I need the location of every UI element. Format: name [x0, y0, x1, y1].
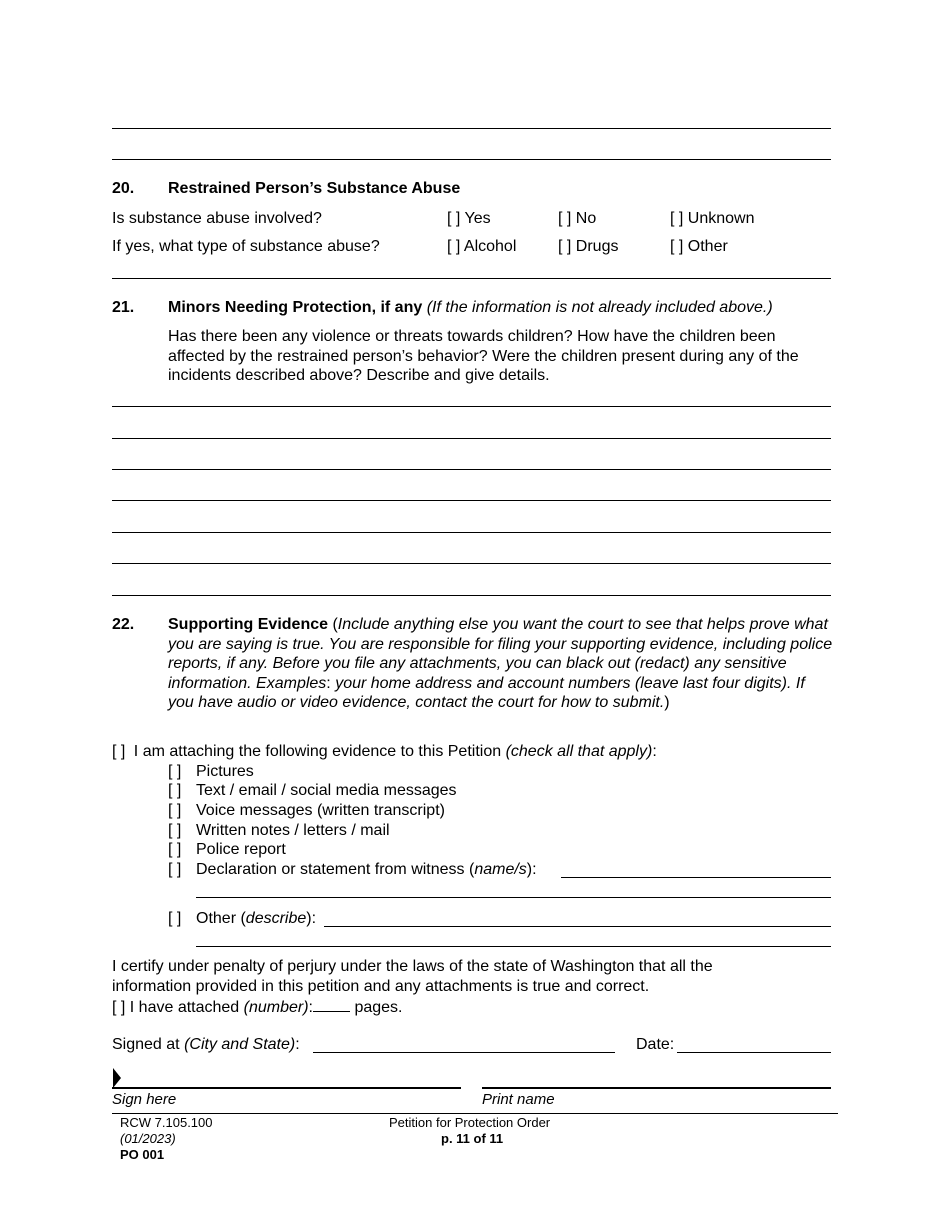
section-22-number: 22.	[112, 616, 135, 633]
evidence-checkbox[interactable]: [ ]	[168, 782, 182, 799]
section-21-note: (If the information is not already included above.)	[426, 299, 773, 316]
signed-at-italic: (City and State)	[184, 1036, 296, 1053]
colon: :	[295, 1036, 300, 1053]
attach-evidence-note: (check all that apply)	[505, 743, 653, 760]
checkbox-unknown[interactable]: [ ] Unknown	[670, 210, 755, 227]
witness-label-end: ):	[526, 861, 537, 878]
section-20-title: Restrained Person’s Substance Abuse	[168, 180, 461, 197]
evidence-item-pictures: Pictures	[196, 763, 254, 780]
answer-line[interactable]	[112, 563, 831, 564]
witness-name-field-line2[interactable]	[196, 897, 831, 898]
attach-evidence-text: I am attaching the following evidence to this Petition	[133, 743, 502, 760]
evidence-item-other	[196, 909, 316, 929]
answer-line[interactable]	[112, 159, 831, 160]
colon: :	[308, 999, 313, 1016]
date-label: Date:	[636, 1036, 675, 1053]
city-state-field[interactable]	[313, 1052, 615, 1053]
answer-line[interactable]	[112, 500, 831, 501]
section-22-note-a: Include anything else you want the court to see that helps prove what you are saying is true. You are responsible for filing your supporting evidence, including police reports, if any. Before you file any attachments, you can black out (redact) any sensitive information. Examples	[168, 616, 833, 692]
other-label-italic: describe	[245, 910, 307, 927]
checkbox-yes[interactable]: [ ] Yes	[447, 210, 491, 227]
footer-form-title: Petition for Protection Order	[389, 1115, 551, 1130]
witness-label-italic: name/s	[474, 861, 527, 878]
evidence-item-witness	[196, 860, 537, 880]
section-20-number: 20.	[112, 180, 135, 197]
footer-statute: RCW 7.105.100	[120, 1115, 213, 1130]
sign-here-label: Sign here	[112, 1091, 177, 1108]
substance-abuse-question: Is substance abuse involved?	[112, 210, 322, 227]
evidence-checkbox[interactable]: [ ]	[168, 910, 182, 927]
section-21-number: 21.	[112, 299, 135, 316]
checkbox-other-substance[interactable]: [ ] Other	[670, 238, 728, 255]
paren: )	[664, 694, 670, 712]
signed-at-label: Signed at	[112, 1036, 185, 1053]
attach-evidence-checkbox[interactable]: [ ]	[112, 743, 126, 760]
answer-line[interactable]	[112, 406, 831, 407]
witness-label: Declaration or statement from witness (	[196, 861, 475, 878]
section-21-prompt: Has there been any violence or threats towards children? How have the children been affected by the restrained person’s behavior? Were the children present during any of the incidents described above? Describe and give details.	[168, 328, 799, 385]
other-label: Other (	[196, 910, 246, 927]
footer-divider	[112, 1113, 838, 1114]
other-describe-field[interactable]	[324, 926, 831, 927]
other-label-end: ):	[306, 910, 317, 927]
checkbox-drugs[interactable]: [ ] Drugs	[558, 238, 619, 255]
other-describe-field-line2[interactable]	[196, 946, 831, 947]
section-22-heading	[168, 615, 834, 713]
evidence-checkbox[interactable]: [ ]	[168, 861, 182, 878]
attached-pages-row	[112, 997, 402, 1018]
footer-form-id: PO 001	[120, 1147, 165, 1162]
section-21-title: Minors Needing Protection, if any	[168, 299, 423, 316]
evidence-checkbox[interactable]: [ ]	[168, 822, 182, 839]
attached-pages-checkbox[interactable]: [ ] I have attached	[112, 999, 244, 1016]
section-21-heading	[168, 298, 773, 318]
print-name-field[interactable]	[482, 1087, 831, 1089]
section-22-title: Supporting Evidence	[168, 616, 329, 633]
answer-line[interactable]	[112, 128, 831, 129]
certification-text: I certify under penalty of perjury under the laws of the state of Washington that all the information provided in this petition and any attachments is true and correct.	[112, 958, 713, 995]
note-colon: :	[326, 674, 336, 692]
witness-name-field[interactable]	[561, 877, 831, 878]
paren: (	[328, 616, 338, 633]
evidence-item-voice: Voice messages (written transcript)	[196, 802, 445, 819]
footer-page-number: p. 11 of 11	[441, 1131, 504, 1146]
pages-label: pages.	[350, 999, 403, 1016]
answer-line[interactable]	[112, 469, 831, 470]
evidence-checkbox[interactable]: [ ]	[168, 802, 182, 819]
date-field[interactable]	[677, 1052, 831, 1053]
signature-field[interactable]	[112, 1087, 461, 1089]
answer-line[interactable]	[112, 438, 831, 439]
evidence-item-police: Police report	[196, 841, 286, 858]
evidence-checkbox[interactable]: [ ]	[168, 763, 182, 780]
evidence-item-notes: Written notes / letters / mail	[196, 822, 390, 839]
section-22-note-b: your home address and account numbers (leave last four digits). If you have audio or video evidence, contact the court for how to submit.	[168, 674, 805, 712]
evidence-item-messages: Text / email / social media messages	[196, 782, 457, 799]
sign-arrow-icon	[113, 1068, 121, 1088]
answer-line[interactable]	[112, 532, 831, 533]
checkbox-no[interactable]: [ ] No	[558, 210, 597, 227]
section-divider	[112, 278, 831, 279]
answer-line[interactable]	[112, 595, 831, 596]
print-name-label: Print name	[482, 1091, 555, 1108]
checkbox-alcohol[interactable]: [ ] Alcohol	[447, 238, 517, 255]
page-count-field[interactable]	[313, 997, 350, 1012]
attached-number-label: (number)	[243, 999, 309, 1016]
colon: :	[652, 743, 657, 760]
attach-evidence-row	[112, 742, 657, 762]
signed-at-row	[112, 1035, 300, 1055]
evidence-checkbox[interactable]: [ ]	[168, 841, 182, 858]
footer-revision: (01/2023)	[120, 1131, 176, 1146]
substance-type-question: If yes, what type of substance abuse?	[112, 238, 380, 255]
